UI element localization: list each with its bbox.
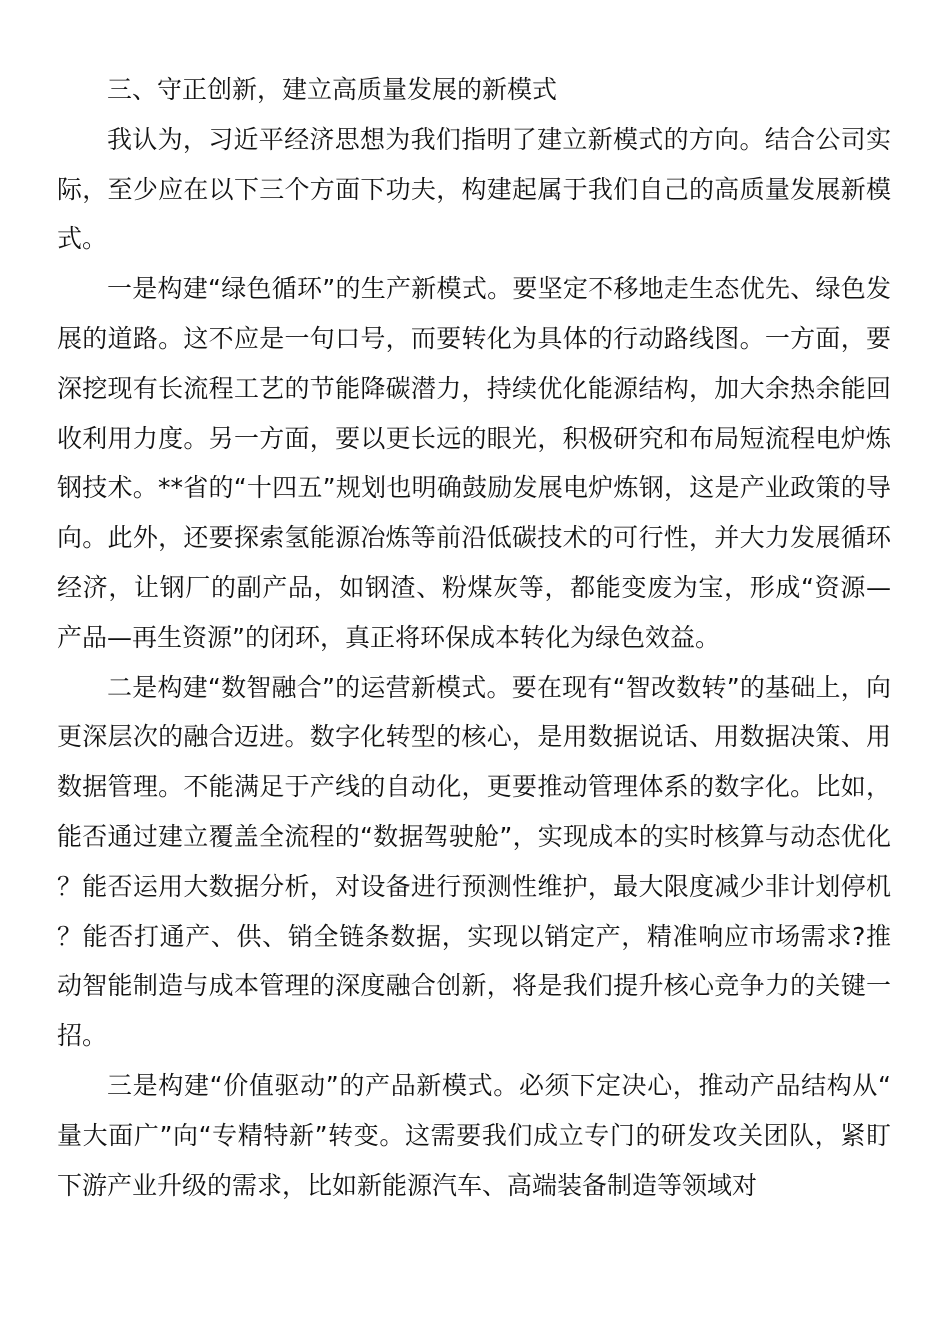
- section-heading: 三、守正创新，建立高质量发展的新模式: [107, 75, 558, 104]
- paragraph-green-cycle: 一是构建“绿色循环”的生产新模式。要坚定不移地走生态优先、绿色发展的道路。这不应是一句口号，而要转化为具体的行动路线图。一方面，要深挖现有长流程工艺的节能降碳潜力，持续优化能源结构，加大余热余能回收利用力度。另一方面，要以更长远的眼光，积极研究和布局短流程电炉炼钢技术。**省的“十四五”规划也明确鼓励发展电炉炼钢，这是产业政策的导向。此外，还要探索氢能源冶炼等前沿低碳技术的可行性，并大力发展循环经济，让钢厂的副产品，如钢渣、粉煤灰等，都能变废为宝，形成“资源—产品—再生资源”的闭环，真正将环保成本转化为绿色效益。: [57, 274, 891, 652]
- paragraph-intro: 我认为，习近平经济思想为我们指明了建立新模式的方向。结合公司实际，至少应在以下三个方面下功夫，构建起属于我们自己的高质量发展新模式。: [57, 124, 891, 254]
- document-body: [57, 65, 891, 1210]
- paragraph-digital-integration: 二是构建“数智融合”的运营新模式。要在现有“智改数转”的基础上，向更深层次的融合迈进。数字化转型的核心，是用数据说话、用数据决策、用数据管理。不能满足于产线的自动化，更要推动管理体系的数字化。比如，能否通过建立覆盖全流程的“数据驾驶舱”，实现成本的实时核算与动态优化？能否运用大数据分析，对设备进行预测性维护，最大限度减少非计划停机？能否打通产、供、销全链条数据，实现以销定产，精准响应市场需求?推动智能制造与成本管理的深度融合创新，将是我们提升核心竞争力的关键一招。: [57, 672, 891, 1051]
- paragraph-value-driven: 三是构建“价值驱动”的产品新模式。必须下定决心，推动产品结构从“量大面广”向“专精特新”转变。这需要我们成立专门的研发攻关团队，紧盯下游产业升级的需求，比如新能源汽车、高端装备制造等领域对: [57, 1070, 891, 1200]
